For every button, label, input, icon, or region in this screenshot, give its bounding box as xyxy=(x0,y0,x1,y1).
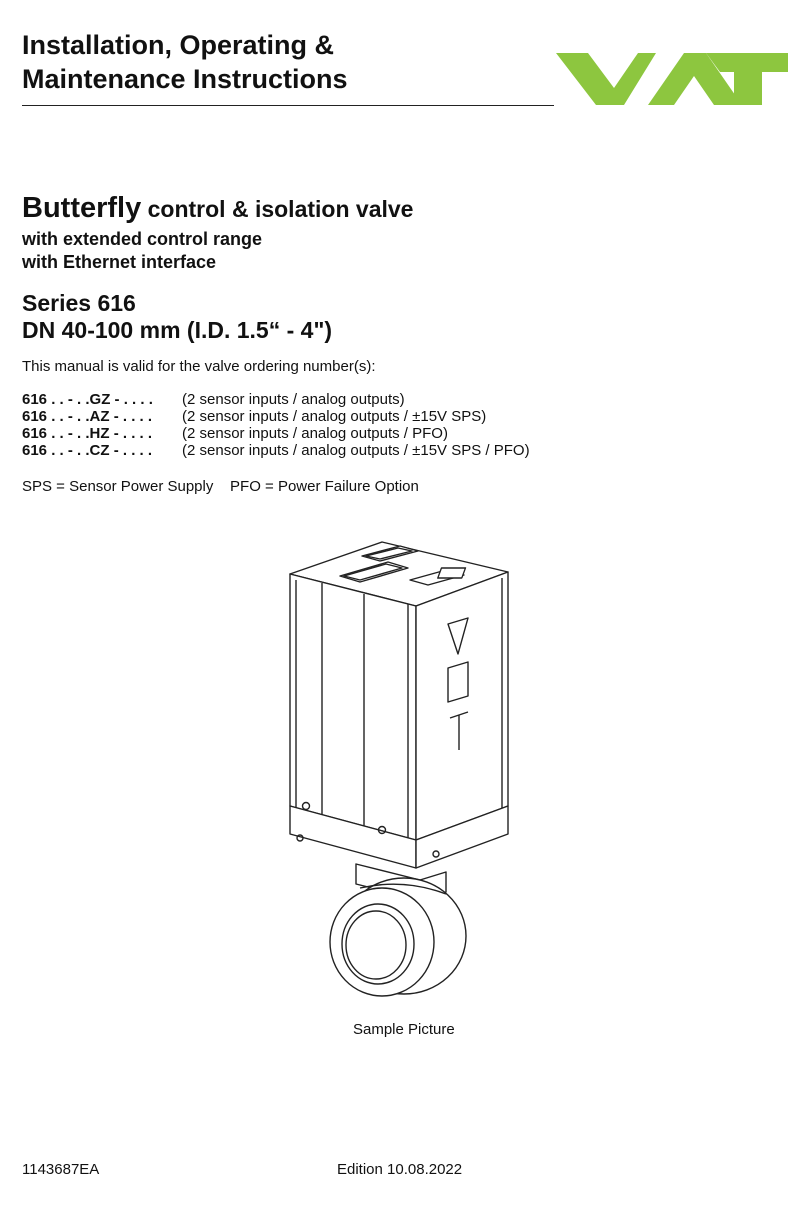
variant-code: 616 . . - . .AZ - . . . . xyxy=(22,408,153,425)
product-title xyxy=(22,194,413,223)
figure-caption: Sample Picture xyxy=(353,1021,455,1038)
edition-date: Edition 10.08.2022 xyxy=(337,1161,463,1178)
variant-row xyxy=(22,408,622,425)
variant-description: (2 sensor inputs / analog outputs / ±15V SPS) xyxy=(182,408,487,425)
variant-code: 616 . . - . .HZ - . . . . xyxy=(22,425,153,442)
abbreviation-legend: SPS = Sensor Power Supply PFO = Power Failure Option xyxy=(22,478,419,495)
feature-line-2: with Ethernet interface xyxy=(22,252,217,272)
variant-description: (2 sensor inputs / analog outputs / ±15V SPS / PFO) xyxy=(182,442,530,459)
validity-note: This manual is valid for the valve ordering number(s): xyxy=(22,358,376,375)
series-label: Series 616 xyxy=(22,290,136,316)
feature-line-1: with extended control range xyxy=(22,229,263,249)
variant-row xyxy=(22,442,622,459)
product-type: control & isolation valve xyxy=(141,196,414,222)
variant-description: (2 sensor inputs / analog outputs / PFO) xyxy=(182,425,448,442)
size-range: DN 40-100 mm (I.D. 1.5“ - 4") xyxy=(22,317,333,343)
valve-illustration xyxy=(270,528,530,1020)
variant-row xyxy=(22,391,622,408)
variant-code: 616 . . - . .GZ - . . . . xyxy=(22,391,153,408)
variant-description: (2 sensor inputs / analog outputs) xyxy=(182,391,405,408)
variant-row xyxy=(22,425,622,442)
product-name: Butterfly xyxy=(22,192,142,224)
document-title xyxy=(22,28,348,96)
title-line-2: Maintenance Instructions xyxy=(22,64,348,94)
document-number: 1143687EA xyxy=(22,1161,100,1178)
title-line-1: Installation, Operating & xyxy=(22,30,335,60)
header-divider xyxy=(22,105,554,106)
variant-list xyxy=(22,391,622,459)
vat-logo xyxy=(556,50,788,108)
variant-code: 616 . . - . .CZ - . . . . xyxy=(22,442,153,459)
